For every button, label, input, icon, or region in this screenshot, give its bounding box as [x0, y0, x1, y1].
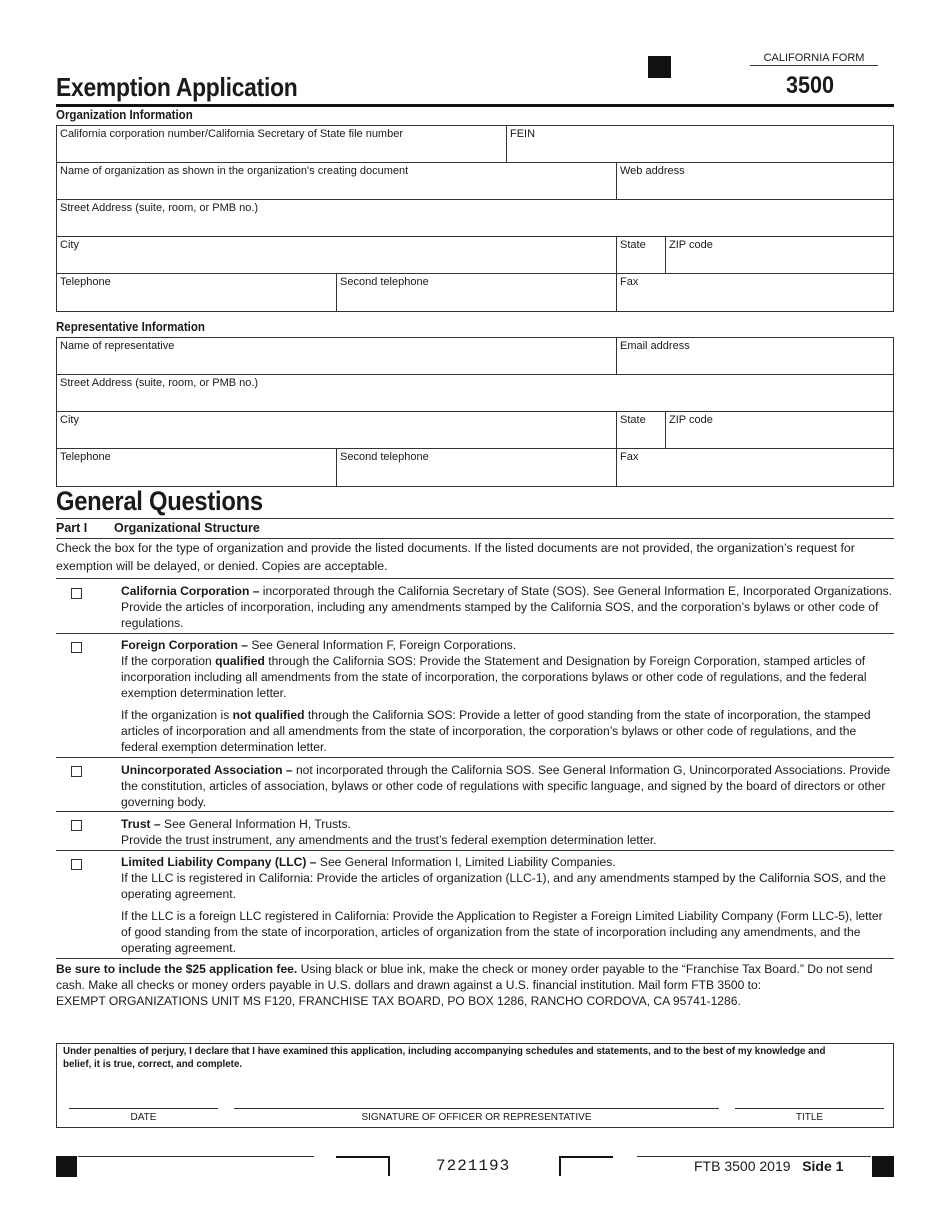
form-code: 7221193 — [436, 1157, 511, 1175]
option-california-corporation: California Corporation – incorporated through the California Secretary of State (SOS). See General Information E, Incorporated Organizations. Provide the articles of incorporation, including any amendments stamped by the California SOS, and the corporation’s bylaws or other code of regulations. — [56, 578, 894, 633]
org-street-field[interactable]: Street Address (suite, room, or PMB no.) — [60, 202, 259, 214]
org-zip-field[interactable]: ZIP code — [665, 237, 893, 273]
form-footer — [694, 1158, 843, 1174]
option-trust: Trust – See General Information H, Trusts. Provide the trust instrument, any amendments and the trust’s federal exemption determination letter. — [56, 811, 894, 850]
option-unincorporated-association: Unincorporated Association – not incorporated through the California SOS. See General Information G, Unincorporated Associations. Provide the constitution, articles of association, bylaws or other code of regulations with specific language, and signed by the board of directors or other governing body. — [56, 757, 894, 811]
rep-heading: Representative Information — [56, 320, 205, 334]
form-number: 3500 — [786, 72, 835, 99]
footer-line-right — [637, 1156, 871, 1157]
org-fax-field[interactable]: Fax — [616, 274, 893, 311]
checkbox-unincorporated-association[interactable] — [71, 766, 82, 777]
checkbox-llc[interactable] — [71, 859, 82, 870]
footer-line-left — [78, 1156, 314, 1157]
checkbox-california-corporation[interactable] — [71, 588, 82, 599]
rep-email-field[interactable]: Email address — [616, 338, 893, 374]
corp-number-field[interactable]: California corporation number/California Secretary of State file number — [60, 128, 403, 140]
date-label: DATE — [130, 1112, 157, 1123]
rep-info-grid — [56, 337, 894, 487]
web-address-field[interactable]: Web address — [616, 163, 893, 199]
rep-telephone-field[interactable]: Telephone — [60, 451, 111, 463]
rep-city-field[interactable]: City — [60, 414, 79, 426]
org-heading: Organization Information — [56, 108, 193, 122]
rep-fax-field[interactable]: Fax — [616, 449, 893, 486]
org-telephone-field[interactable]: Telephone — [60, 276, 111, 288]
rep-name-field[interactable]: Name of representative — [60, 340, 175, 352]
part-rule — [56, 538, 894, 539]
general-questions-rule — [56, 518, 894, 519]
fein-field[interactable]: FEIN — [506, 126, 893, 162]
corner-mark-right — [559, 1156, 613, 1176]
org-info-grid — [56, 125, 894, 312]
corner-mark-left — [336, 1156, 390, 1176]
signature-box — [56, 1043, 894, 1128]
part-title: Organizational Structure — [114, 521, 260, 535]
general-questions-heading: General Questions — [56, 486, 263, 516]
part-intro: Check the box for the type of organization and provide the listed documents. If the listed documents are not provided, the organization’s request for exemption will be delayed, or denied. Copies are acceptable. — [56, 541, 855, 573]
title-label: TITLE — [795, 1112, 824, 1123]
registration-mark-bottom-left — [56, 1156, 77, 1177]
form-label: CALIFORNIA FORM — [750, 52, 878, 66]
part-heading — [56, 521, 260, 535]
signature-label: SIGNATURE OF OFFICER OR REPRESENTATIVE — [361, 1112, 592, 1123]
rep-street-field[interactable]: Street Address (suite, room, or PMB no.) — [60, 377, 259, 389]
rep-zip-field[interactable]: ZIP code — [665, 412, 893, 448]
perjury-declaration: Under penalties of perjury, I declare that I have examined this application, including accompanying schedules and statements, and to the best of my knowledge and belief, it is true, correct, and complete. — [63, 1046, 826, 1070]
rep-state-field[interactable]: State — [616, 412, 665, 448]
registration-mark-top — [648, 56, 671, 78]
option-llc: Limited Liability Company (LLC) – See General Information I, Limited Liability Companies. If the LLC is registered in California: Provide the articles of organization (LLC-1), and any amendments stamped by the California SOS, and the operating agreement. If the LLC is a foreign LLC registered in California: Provide the Application to Register a Foreign Limited Liability Company (Form LLC-5), letter of good standing from the state of incorporation, articles of organization from the state of incorporation including any amendments, and the operating agreement. — [56, 850, 894, 958]
page-title: Exemption Application — [56, 72, 298, 102]
page-side: Side 1 — [802, 1158, 844, 1174]
signature-field[interactable] — [234, 1108, 719, 1109]
fee-instructions: Be sure to include the $25 application fee. Using black or blue ink, make the check or money order payable to the “Franchise Tax Board.” Do not send cash. Make all checks or money orders payable in U.S. dollars and drawn against a U.S. financial institution. Mail form FTB 3500 to: EXEMPT ORGANIZATIONS UNIT MS F120, FRANCHISE TAX BOARD, PO BOX 1286, RANCHO CORDOVA, CA 95741-1286. — [56, 958, 894, 1009]
org-city-field[interactable]: City — [60, 239, 79, 251]
checkbox-trust[interactable] — [71, 820, 82, 831]
rep-second-telephone-field[interactable]: Second telephone — [336, 449, 616, 486]
title-rule — [56, 104, 894, 107]
org-name-field[interactable]: Name of organization as shown in the organization's creating document — [60, 165, 409, 177]
title-field[interactable] — [735, 1108, 884, 1109]
date-field[interactable] — [69, 1108, 218, 1109]
form-year: FTB 3500 2019 — [694, 1158, 791, 1174]
org-second-telephone-field[interactable]: Second telephone — [336, 274, 616, 311]
org-state-field[interactable]: State — [616, 237, 665, 273]
option-foreign-corporation: Foreign Corporation – See General Information F, Foreign Corporations. If the corporation qualified through the California SOS: Provide the Statement and Designation by Foreign Corporation, stamped articles of incorporation including all amendments from the state of incorporation, the corporations bylaws or other code of regulations, and the federal exemption determination letter. If the organization is not qualified through the California SOS: Provide a letter of good standing from the state of incorporation, the stamped articles of incorporation and all amendments from the state of incorporation, the corporation’s bylaws or other code of regulations, and the federal exemption determination letter. — [56, 633, 894, 757]
registration-mark-bottom-right — [872, 1156, 894, 1177]
checkbox-foreign-corporation[interactable] — [71, 642, 82, 653]
part-label: Part I — [56, 521, 88, 535]
mailing-address: EXEMPT ORGANIZATIONS UNIT MS F120, FRANCHISE TAX BOARD, PO BOX 1286, RANCHO CORDOVA, CA 95741-1286. — [56, 994, 741, 1008]
